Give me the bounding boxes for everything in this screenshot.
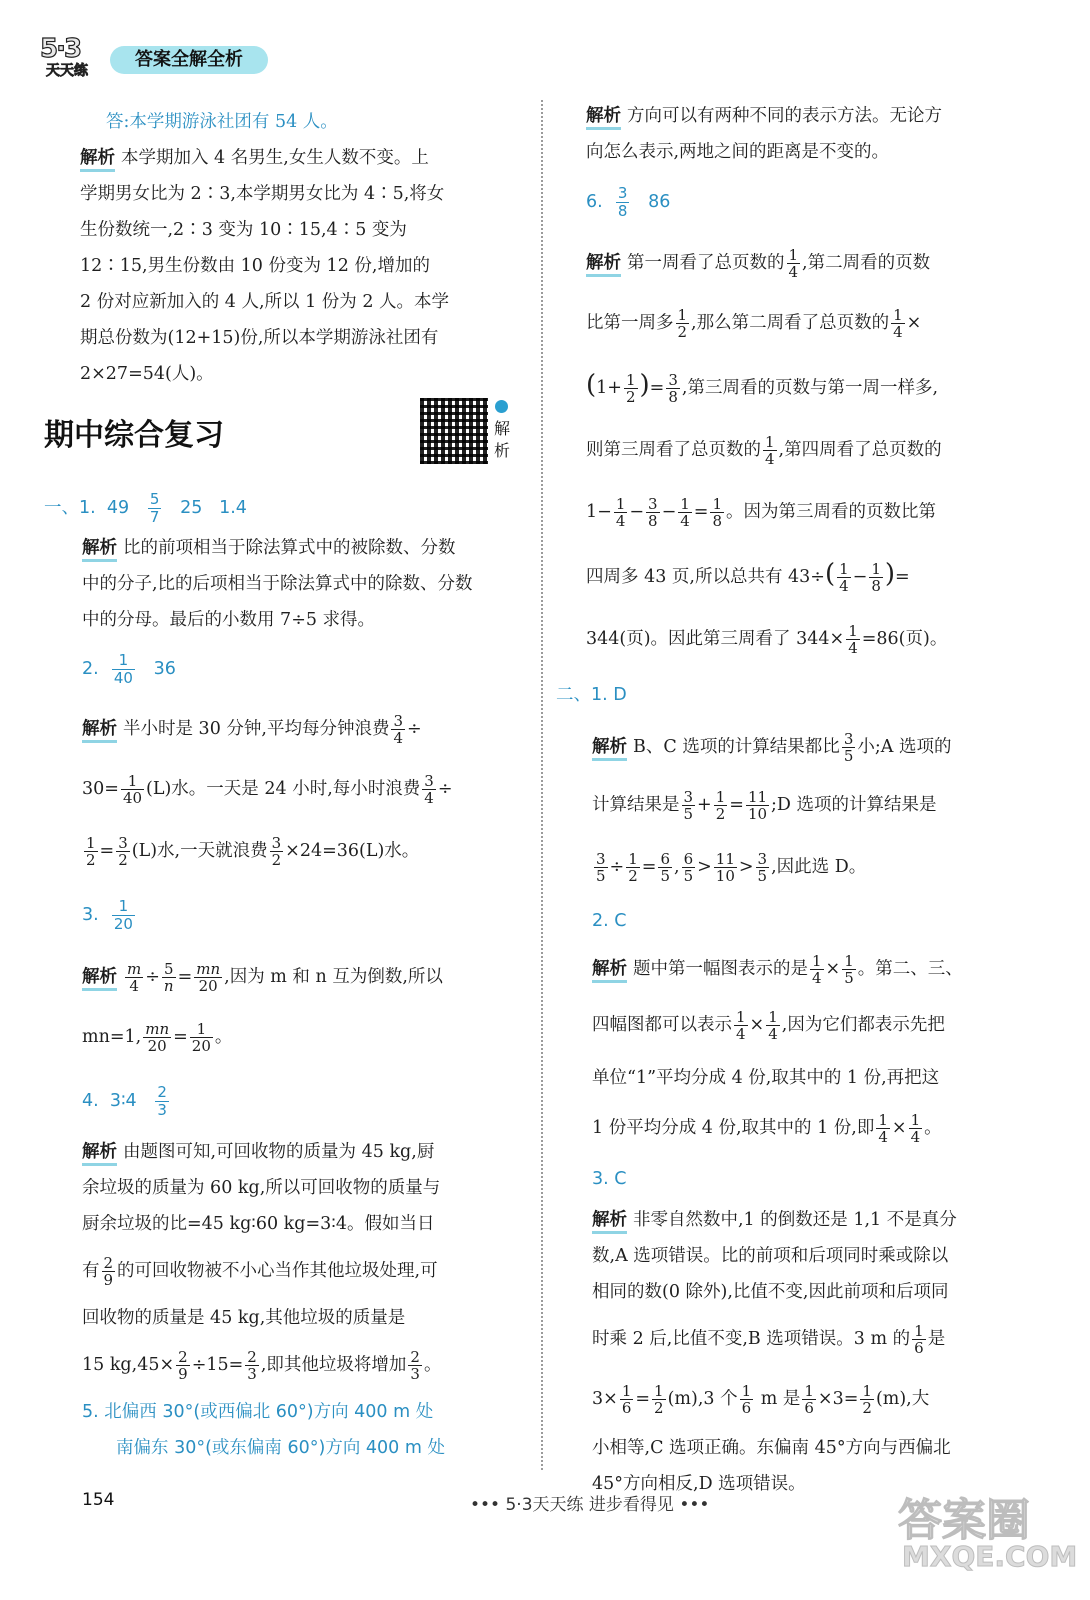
analysis-tag: 解析: [80, 147, 115, 172]
q2-analysis: 解析 半小时是 30 分钟,平均每分钟浪费 $\frac{3}{4}$ ÷: [82, 711, 422, 747]
q6-analysis: 解析 第一周看了总页数的 $\frac{1}{4}$ ,第二周看的页数: [586, 245, 931, 281]
q3-answer: 3. $\frac{1}{20}$: [82, 897, 133, 933]
page-number: 154: [82, 1490, 115, 1510]
column-divider: [541, 100, 543, 1470]
answer-line: 答:本学期游泳社团有 54 人。: [106, 112, 338, 132]
q2-answer: 2. $\frac{1}{40}$ 36: [82, 651, 176, 687]
qr-caption: 解析: [494, 419, 511, 460]
s2-q3-answer: 3. C: [592, 1169, 627, 1189]
s2-q2-analysis: 解析 题中第一幅图表示的是 $\frac{1}{4}$ × $\frac{1}{5}$ 。第二、三、: [592, 951, 963, 987]
qr-code[interactable]: [420, 398, 488, 464]
q5-answer: 5. 北偏西 30°(或西偏北 60°)方向 400 m 处: [82, 1402, 434, 1422]
q6-answer: 6. $\frac{3}{8}$ 86: [586, 184, 671, 220]
section-header: 答案全解全析: [110, 46, 268, 74]
section-title: 期中综合复习: [44, 418, 224, 453]
q4-analysis: 解析 由题图可知,可回收物的质量为 45 kg,厨: [82, 1134, 524, 1170]
q1-answer: 一、1. 49 $\frac{5}{7}$ 25 1.4: [44, 490, 247, 526]
s2-q2-answer: 2. C: [592, 911, 627, 931]
footer-slogan: ••• 5·3天天练 进步看得见 •••: [470, 1495, 710, 1515]
s2-q3-analysis: 解析 非零自然数中,1 的倒数还是 1,1 不是真分: [592, 1202, 1026, 1238]
play-icon: [495, 400, 508, 413]
watermark: 答案圈: [898, 1495, 1030, 1546]
s2-q1-answer: 二、1. D: [556, 685, 627, 705]
left-column-lower: 一、1. 49 $\frac{5}{7}$ 25 1.4 解析 比的前项相当于除法算式中的被除数、分数 中的分子,比的后项相当于除法算式中的除数、分数 中的分母。最后的小数用 7÷5 求得。 2. $\frac{1}{40}$ 36 解析 半小时是 30 分钟,平均每分钟浪费 $\frac{3}{4}$ ÷ 30= $\frac{1}{40}$ (L)水。一天是 24 小时,每小时浪费 $\frac{3}{4}$ ÷ $\frac{1}{2}$ = $\frac{3}{2}$ (L)水,一天就浪费 $\frac{3}{2}$ ×24=36(L)水。 3. $\frac{1}{20}$ 解析 $\frac{m}{4}$ ÷ $\frac{5}{n}$ = $\frac{mn}{20}$ ,因为 m 和 n 互为倒数,所以 mn=1, $\frac{mn}{20}$ = $\frac{1}{20}$ 。 4. 3∶4 $\frac{2}{3}$ 解析 由题图可知,可回收物的质量为 45 kg,厨 余垃圾的质量为 60 kg,所以可回收物的质量与 厨余垃圾的比=45 kg∶60 kg=3∶4。假如当日 有 $\frac{2}{9}$ 的可回收物被不小心当作其他垃圾处理,可 回收物的质量是 45 kg,其他垃圾的质量是 15 kg,45× $\frac{2}{9}$ ÷15= $\frac{2}{3}$ ,即其他垃圾将增加 $\frac{2}{3}$ 。 5. 北偏西 30°(或西偏北 60°)方向 400 m 处 南偏东 30°(或东偏南 60°)方向 400 m 处: [44, 486, 524, 1466]
left-column: 答:本学期游泳社团有 54 人。 解析 本学期加入 4 名男生,女生人数不变。上 学期男女比为 2∶3,本学期男女比为 4∶5,将女 生份数统一,2∶3 变为 10∶15,4∶5 变为 12∶15,男生份数由 10 份变为 12 份,增加的 2 份对应新加入的 4 人,所以 1 份为 2 人。本学 期总份数为(12+15)份,所以本学期游泳社团有 2×27=54(人)。: [80, 104, 520, 392]
q1-analysis: 解析 比的前项相当于除法算式中的被除数、分数: [82, 530, 524, 566]
q4-answer: 4. 3∶4 $\frac{2}{3}$: [82, 1083, 167, 1119]
right-column: 解析 方向可以有两种不同的表示方法。无论方 向怎么表示,两地之间的距离是不变的。 6. $\frac{3}{8}$ 86 解析 第一周看了总页数的 $\frac{1}{4}$ ,第二周看的页数 比第一周多 $\frac{1}{2}$ ,那么第二周看了总页数的 $\frac{1}{4}$ × (1+ $\frac{1}{2}$ )= $\frac{3}{8}$ ,第三周看的页数与第一周一样多, 则第三周看了总页数的 $\frac{1}{4}$ ,第四周看了总页数的 1− $\frac{1}{4}$ − $\frac{3}{8}$ − $\frac{1}{4}$ = $\frac{1}{8}$ 。因为第三周看的页数比第 四周多 43 页,所以总共有 43÷( $\frac{1}{4}$ − $\frac{1}{8}$ )= 344(页)。因此第三周看了 344× $\frac{1}{4}$ =86(页)。 二、1. D 解析 B、C 选项的计算结果都比 $\frac{3}{5}$ 小;A 选项的 计算结果是 $\frac{3}{5}$ + $\frac{1}{2}$ = $\frac{11}{10}$ ;D 选项的计算结果是 $\frac{3}{5}$ ÷ $\frac{1}{2}$ = $\frac{6}{5}$ , $\frac{6}{5}$ > $\frac{11}{10}$ > $\frac{3}{5}$ ,因此选 D。 2. C 解析 题中第一幅图表示的是 $\frac{1}{4}$ × $\frac{1}{5}$ 。第二、三、 四幅图都可以表示 $\frac{1}{4}$ × $\frac{1}{4}$ ,因为它们都表示先把 单位“1”平均分成 4 份,取其中的 1 份,再把这 1 份平均分成 4 份,取其中的 1 份,即 $\frac{1}{4}$ × $\frac{1}{4}$ 。 3. C 解析 非零自然数中,1 的倒数还是 1,1 不是真分 数,A 选项错误。比的前项和后项同时乘或除以 相同的数(0 除外),比值不变,因此前项和后项同 时乘 2 后,比值不变,B 选项错误。3 m 的 $\frac{1}{6}$ 是 3× $\frac{1}{6}$ = $\frac{1}{2}$ (m),3 个 $\frac{1}{6}$ m 是 $\frac{1}{6}$ ×3= $\frac{1}{2}$ (m),大 小相等,C 选项正确。东偏南 45°方向与西偏北 45°方向相反,D 选项错误。: [556, 98, 1026, 1502]
r-q5-analysis: 解析 方向可以有两种不同的表示方法。无论方: [586, 98, 1026, 134]
watermark-url: MXQE.COM: [902, 1540, 1078, 1573]
intro-analysis: 解析 本学期加入 4 名男生,女生人数不变。上: [80, 140, 520, 176]
q3-analysis: 解析 $\frac{m}{4}$ ÷ $\frac{5}{n}$ = $\frac{mn}{20}$ ,因为 m 和 n 互为倒数,所以: [82, 959, 443, 995]
brand-logo: 5·3 天天练: [40, 34, 88, 79]
s2-q1-analysis: 解析 B、C 选项的计算结果都比 $\frac{3}{5}$ 小;A 选项的: [592, 729, 952, 765]
